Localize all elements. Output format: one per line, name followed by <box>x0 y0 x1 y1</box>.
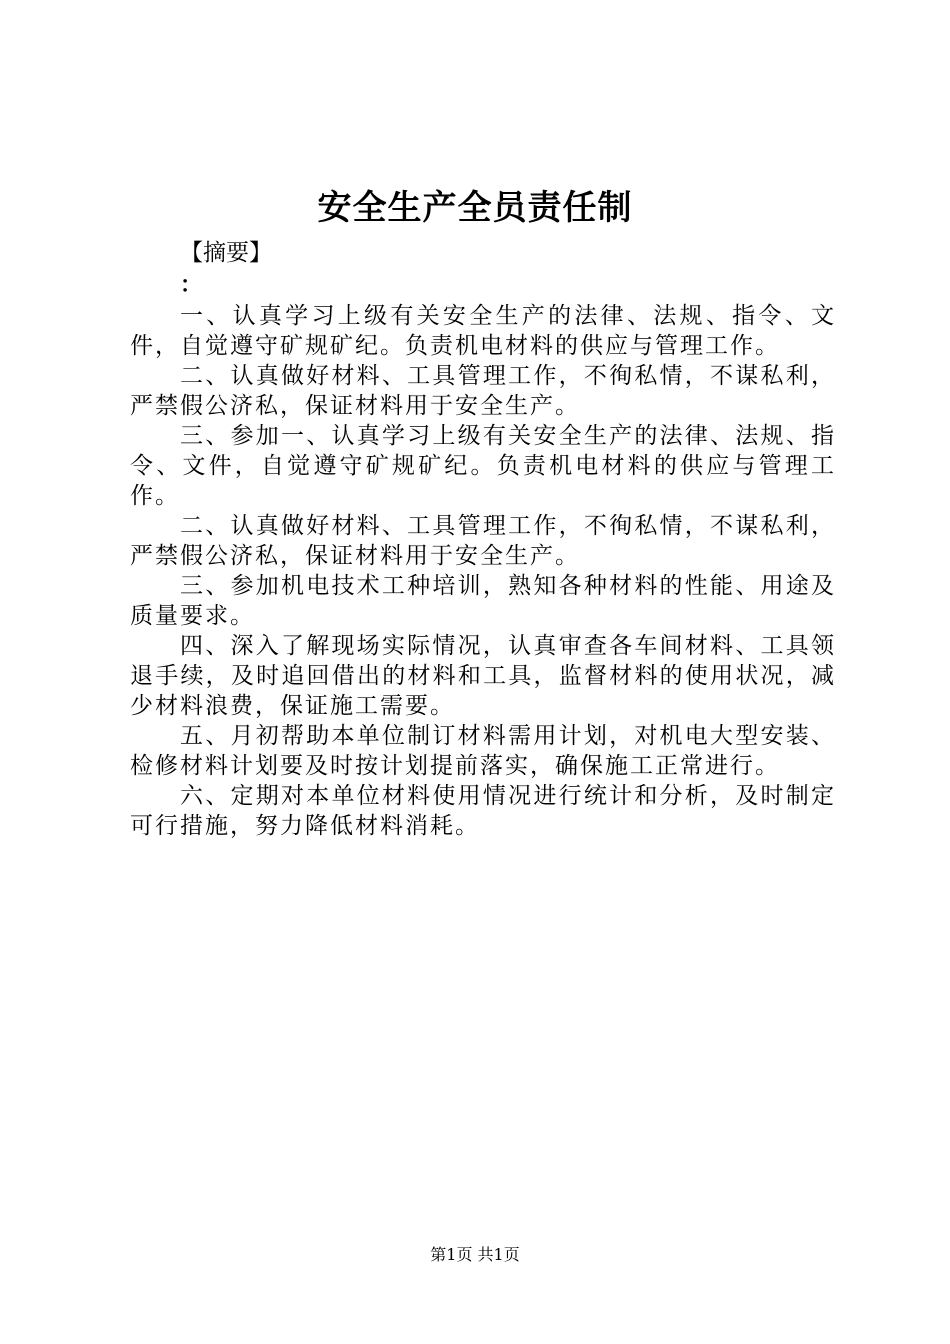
page-footer: 第1页 共1页 <box>430 1245 520 1264</box>
paragraph: 二、认真做好材料、工具管理工作，不徇私情，不谋私利，严禁假公济私，保证材料用于安全生产。 <box>130 513 836 569</box>
paragraph: 六、定期对本单位材料使用情况进行统计和分析，及时制定可行措施，努力降低材料消耗。 <box>130 783 836 839</box>
abstract-label: 【摘要】 <box>180 240 272 266</box>
paragraph: 四、深入了解现场实际情况，认真审查各车间材料、工具领退手续，及时追回借出的材料和工具，监督材料的使用状况，减少材料浪费，保证施工需要。 <box>130 633 836 719</box>
abstract-colon: ： <box>180 272 203 298</box>
paragraph: 三、参加机电技术工种培训，熟知各种材料的性能、用途及质量要求。 <box>130 573 836 629</box>
paragraph: 一、认真学习上级有关安全生产的法律、法规、指令、文件，自觉遵守矿规矿纪。负责机电材料的供应与管理工作。 <box>130 303 836 359</box>
document-body <box>130 301 836 841</box>
paragraph: 三、参加一、认真学习上级有关安全生产的法律、法规、指令、文件，自觉遵守矿规矿纪。负责机电材料的供应与管理工作。 <box>130 423 836 509</box>
paragraph: 五、月初帮助本单位制订材料需用计划，对机电大型安装、检修材料计划要及时按计划提前落实，确保施工正常进行。 <box>130 723 836 779</box>
document-title: 安全生产全员责任制 <box>317 188 633 228</box>
paragraph: 二、认真做好材料、工具管理工作，不徇私情，不谋私利，严禁假公济私，保证材料用于安全生产。 <box>130 363 836 419</box>
